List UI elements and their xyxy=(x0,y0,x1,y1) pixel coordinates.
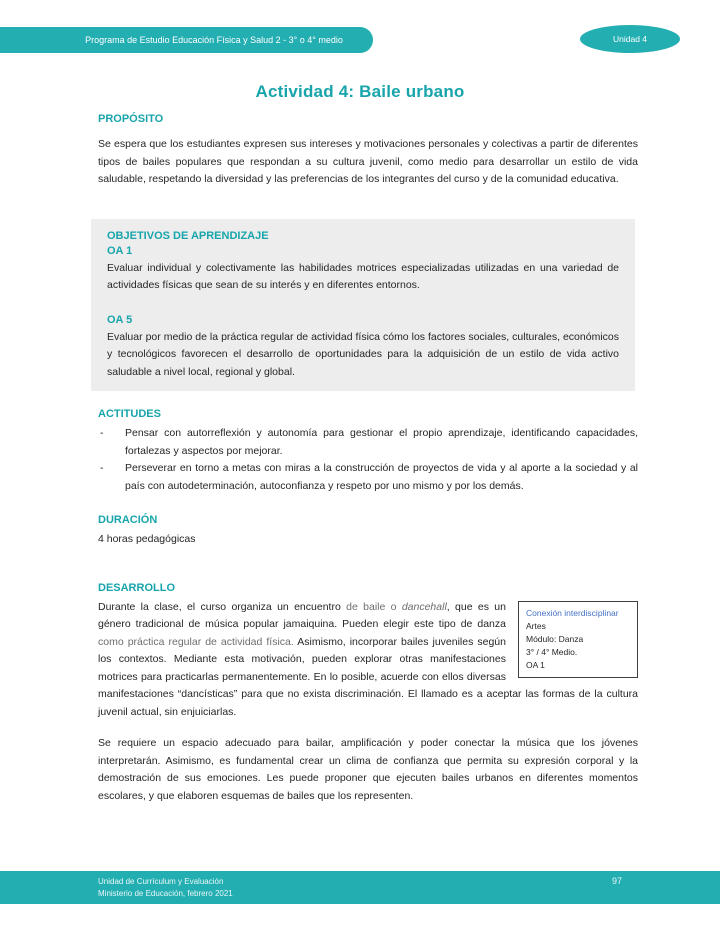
bullet-dash: - xyxy=(100,427,104,439)
footer-line-1: Unidad de Currículum y Evaluación xyxy=(98,877,224,886)
page-title: Actividad 4: Baile urbano xyxy=(255,82,465,101)
unit-badge xyxy=(580,25,680,53)
desarrollo-paragraph-1 xyxy=(98,599,638,722)
oa5-text: Evaluar por medio de la práctica regular de actividad física cómo los factores sociales, culturales, económicos y tecnológicos favorecen el desarrollo de oportunidades para la adquisición de un estilo de vida activo saludable a nivel local, regional y global. xyxy=(107,330,619,378)
footer-bar xyxy=(0,871,720,904)
actitudes-item-text: Perseverar en torno a metas con miras a la construcción de proyectos de vida y al aporte a la sociedad y al país con autodeterminación, autoconfianza y respeto por uno mismo y por los demás. xyxy=(125,462,638,492)
program-header-label: Programa de Estudio Educación Física y Salud 2 - 3° o 4° medio xyxy=(85,35,343,45)
dancehall-term: dancehall xyxy=(401,600,447,613)
unit-badge-label: Unidad 4 xyxy=(612,34,648,44)
oa5-label: OA 5 xyxy=(107,313,133,326)
proposito-heading: PROPÓSITO xyxy=(98,113,164,125)
actitudes-item-text: Pensar con autorreflexión y autonomía para gestionar el propio aprendizaje, identificando capacidades, fortalezas y aspectos por mejorar. xyxy=(125,427,638,457)
footer-credits xyxy=(98,876,233,899)
actitudes-heading: ACTITUDES xyxy=(98,408,161,420)
conexion-box-line: Módulo: Danza xyxy=(526,633,584,644)
desarrollo-gray-phrase: como práctica regular de actividad física. xyxy=(98,635,294,648)
conexion-interdisciplinar-box xyxy=(518,601,638,678)
page-number: 97 xyxy=(611,876,622,886)
desarrollo-text-mid: , que es un género tradicional de música popular jamaiquina. Pueden elegir este tipo de danza xyxy=(98,600,506,630)
footer-line-2: Ministerio de Educación, febrero 2021 xyxy=(98,888,233,898)
content-column xyxy=(98,112,638,805)
desarrollo-text-start: Durante la clase, el curso organiza un encuentro xyxy=(98,600,347,613)
program-header-bar xyxy=(0,27,373,53)
objetivos-heading: OBJETIVOS DE APRENDIZAJE xyxy=(107,229,269,242)
oa1-label: OA 1 xyxy=(107,244,133,257)
objetivos-box xyxy=(91,219,635,392)
conexion-box-line: Artes xyxy=(526,620,546,631)
oa1-text: Evaluar individual y colectivamente las habilidades motrices especializadas utilizadas en una variedad de actividades físicas que sean de su interés y en diferentes entornos. xyxy=(107,261,619,291)
proposito-paragraph: Se espera que los estudiantes expresen sus intereses y motivaciones personales y colectivas a partir de diferentes tipos de bailes populares que respondan a su cultura juvenil, como medio para desarrollar un estilo de vida saludable, respetando la diversidad y las preferencias de los integrantes del curso y de la comunidad educativa. xyxy=(98,138,638,185)
bullet-dash: - xyxy=(100,462,104,474)
conexion-box-title: Conexión interdisciplinar xyxy=(526,607,619,618)
duracion-value: 4 horas pedagógicas xyxy=(98,533,196,545)
desarrollo-gray-phrase: de baile o xyxy=(346,600,402,613)
list-item xyxy=(98,460,638,495)
duracion-heading: DURACIÓN xyxy=(98,514,158,526)
actitudes-list xyxy=(98,425,638,495)
desarrollo-text-rest: Asimismo, incorporar bailes juveniles según los contextos. Mediante esta motivación, pueden explorar otras manifestaciones motrices para practicarlas permanentemente. En lo posible, acuerde con ellos diversas manifestaciones “dancísticas” para que no exista discriminación. El llamado es a aceptar las formas de la cultura juvenil actual, sin enjuiciarlas. xyxy=(98,635,638,718)
conexion-box-line: OA 1 xyxy=(526,659,545,670)
objetivos-spacer xyxy=(107,295,619,312)
list-item xyxy=(98,425,638,460)
conexion-box-line: 3° / 4° Medio. xyxy=(526,646,578,657)
desarrollo-paragraph-2: Se requiere un espacio adecuado para bailar, amplificación y poder conectar la música que los jóvenes interpretarán. Asimismo, es fundamental crear un clima de confianza que permita su expresión corporal y la demostración de sus emociones. Les puede proponer que ejecuten bailes urbanos en diferentes momentos escolares, y que elaboren esquemas de bailes que los representen. xyxy=(98,737,638,802)
desarrollo-heading: DESARROLLO xyxy=(98,581,175,594)
